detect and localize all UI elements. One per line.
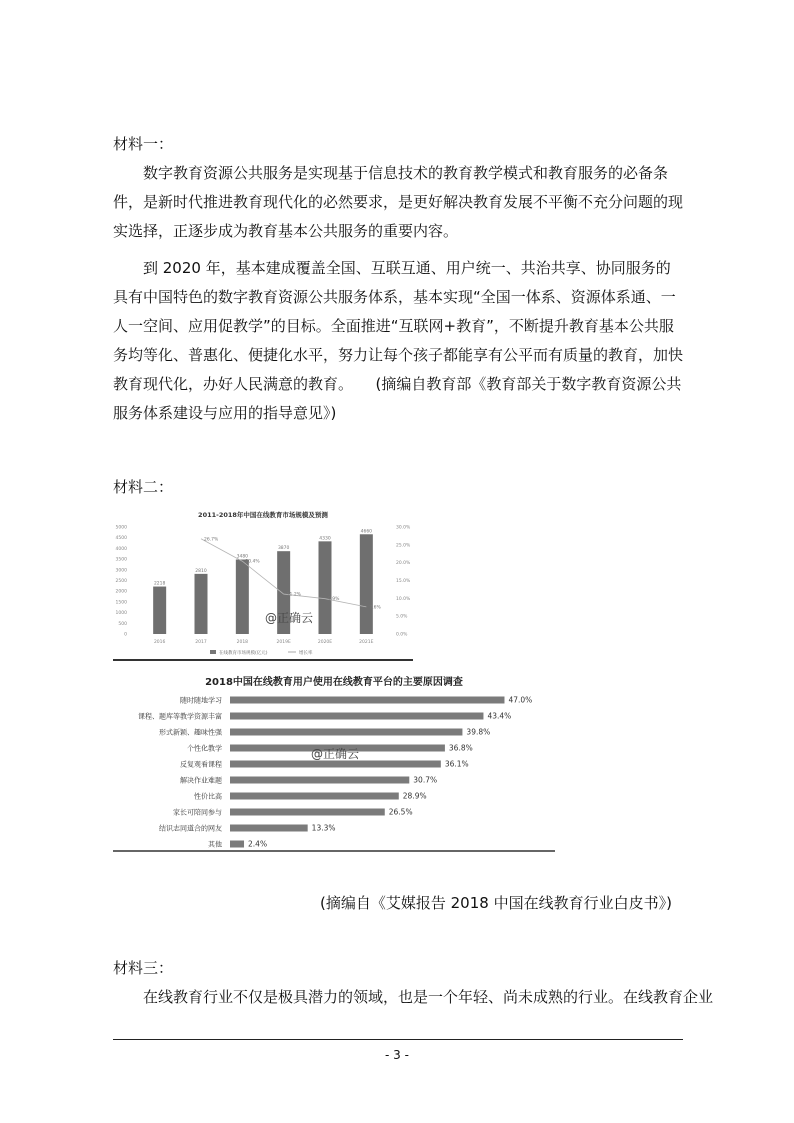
market-size-chart-svg xyxy=(113,505,413,657)
chart-title: 2011-2018年中国在线教育市场规模及预测 xyxy=(198,511,328,519)
reason-value-label: 28.9% xyxy=(402,791,427,801)
market-size-chart xyxy=(113,505,413,657)
reason-label: 解决作业难题 xyxy=(180,776,222,785)
x-tick-label: 2021E xyxy=(359,640,374,645)
x-tick-label: 2019E xyxy=(276,640,291,645)
bar-value-label: 2218 xyxy=(153,581,166,587)
rate-label: 20.4% xyxy=(245,559,260,565)
reason-label: 性价比高 xyxy=(194,792,222,801)
reason-value-label: 47.0% xyxy=(508,695,533,705)
reason-value-label: 30.7% xyxy=(413,775,438,785)
market-bar xyxy=(236,560,249,634)
y-right-tick: 30.0% xyxy=(396,525,411,531)
reason-value-label: 39.8% xyxy=(466,727,491,737)
legend-bar-swatch xyxy=(210,650,216,654)
reason-bar xyxy=(230,761,441,768)
footer-rule xyxy=(113,1039,683,1040)
x-tick-label: 2018 xyxy=(236,640,249,645)
market-bar xyxy=(153,587,166,634)
x-tick-label: 2016 xyxy=(153,640,166,645)
material1-paragraph-1: 数字教育资源公共服务是实现基于信息技术的教育教学模式和教育服务的必备条件，是新时代推进教育现代化的必然要求，是更好解决教育发展不平衡不充分问题的现实选择，正逐步成为教育基本公共服务的重要内容。 xyxy=(113,164,684,240)
rate-label: 9.9% xyxy=(328,597,340,603)
reason-value-label: 43.4% xyxy=(487,711,512,721)
chart-title: 2018中国在线教育用户使用在线教育平台的主要原因调查 xyxy=(205,677,463,688)
chart1-divider xyxy=(113,659,413,661)
y-left-tick: 1000 xyxy=(115,611,127,617)
y-right-tick: 5.0% xyxy=(396,614,408,620)
reason-bar xyxy=(230,841,244,848)
y-left-tick: 1500 xyxy=(115,600,127,606)
reason-bar xyxy=(230,713,483,720)
reason-label: 结识志同道合的网友 xyxy=(159,824,222,833)
market-bar xyxy=(360,534,373,634)
rate-label: 7.6% xyxy=(369,605,381,611)
reason-label: 反复观看课程 xyxy=(180,760,222,769)
material3-label: 材料三： xyxy=(113,959,174,977)
x-tick-label: 2017 xyxy=(195,640,207,645)
rate-label: 11.2% xyxy=(286,592,301,598)
x-tick-label: 2020E xyxy=(317,640,333,645)
reason-value-label: 26.5% xyxy=(388,807,413,817)
reason-value-label: 2.4% xyxy=(248,839,268,849)
y-left-tick: 500 xyxy=(118,621,127,627)
reason-bar xyxy=(230,809,385,816)
reason-value-label: 36.8% xyxy=(448,743,473,753)
y-left-tick: 2500 xyxy=(115,579,127,584)
material3-paragraph-1: 在线教育行业不仅是极具潜力的领域，也是一个年轻、尚未成熟的行业。在线教育企业 xyxy=(143,988,714,1006)
y-left-tick: 0 xyxy=(124,632,127,638)
y-right-tick: 10.0% xyxy=(396,596,411,602)
y-right-tick: 15.0% xyxy=(396,579,411,584)
reason-bar xyxy=(230,777,409,784)
y-right-tick: 0.0% xyxy=(396,632,408,638)
legend-bar-label: 在线教育市场规模(亿元) xyxy=(219,651,268,656)
material2-label: 材料二： xyxy=(113,478,174,496)
legend-line-label: 增长率 xyxy=(299,651,313,656)
watermark: @正确云 xyxy=(265,611,314,625)
y-left-tick: 4000 xyxy=(115,546,127,552)
bar-value-label: 4330 xyxy=(319,536,331,542)
market-bar xyxy=(195,574,208,634)
usage-reason-chart xyxy=(113,672,555,854)
bar-value-label: 4660 xyxy=(360,529,373,535)
reason-bar xyxy=(230,793,399,800)
reason-label: 随时随地学习 xyxy=(180,696,222,705)
market-bar xyxy=(319,541,332,634)
reason-label: 课程、题库等教学资源丰富 xyxy=(138,712,222,721)
reason-bar xyxy=(230,825,308,832)
reason-label: 家长可陪同参与 xyxy=(173,808,222,817)
bar-value-label: 3870 xyxy=(277,546,290,552)
page-number: - 3 - xyxy=(385,1048,409,1062)
y-left-tick: 2000 xyxy=(115,589,127,595)
y-left-tick: 4500 xyxy=(115,536,127,542)
usage-reason-chart-svg xyxy=(113,672,555,854)
reason-label: 其他 xyxy=(208,840,222,849)
reason-bar xyxy=(230,697,504,704)
bar-value-label: 2810 xyxy=(195,568,207,574)
reason-label: 个性化教学 xyxy=(187,744,222,753)
rate-label: 26.7% xyxy=(204,537,219,543)
reason-bar xyxy=(230,729,462,736)
y-right-tick: 25.0% xyxy=(396,543,411,549)
y-left-tick: 5000 xyxy=(115,525,127,531)
material2-source: (摘编自《艾媒报告 2018 中国在线教育行业白皮书》) xyxy=(320,894,672,912)
reason-value-label: 13.3% xyxy=(311,823,336,833)
y-left-tick: 3000 xyxy=(115,568,127,574)
y-right-tick: 20.0% xyxy=(396,561,411,567)
material1-paragraph-2: 到 2020 年，基本建成覆盖全国、互联互通、用户统一、共治共享、协同服务的具有中国特色的数字教育资源公共服务体系，基本实现“全国一体系、资源体系通、一人一空间、应用促教学”的目标。全面推进“互联网+教育”，不断提升教育基本公共服务均等化、普惠化、便捷化水平，努力让每个孩子都能享有公平而有质量的教育，加快教育现代化，办好人民满意的教育。 (摘编自教育部《教育部关于数字教育资源公共服务体系建设与应用的指导意见》) xyxy=(113,259,684,422)
reason-value-label: 36.1% xyxy=(444,759,469,769)
watermark: @正确云 xyxy=(311,747,360,761)
reason-label: 形式新颖、趣味性强 xyxy=(159,728,222,737)
y-left-tick: 3500 xyxy=(115,557,127,563)
bar-value-label: 3480 xyxy=(236,554,249,560)
material1-label: 材料一： xyxy=(113,135,174,153)
